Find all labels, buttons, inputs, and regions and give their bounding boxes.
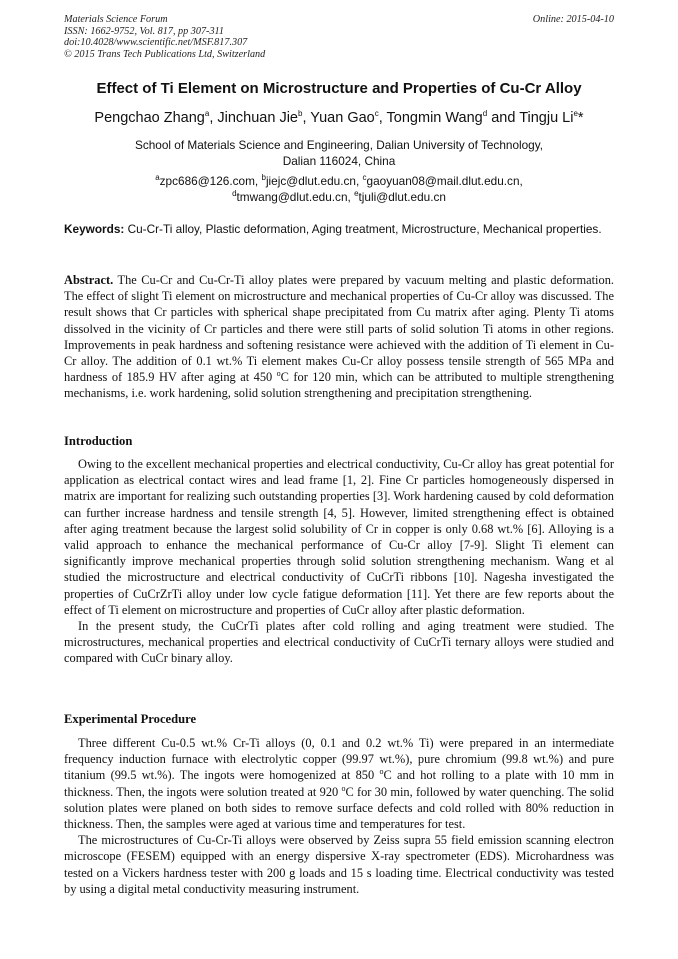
email-sup: a [155,173,160,183]
author-separator: , [378,110,387,126]
paragraph-text: C for 30 min, followed by water quenching. The solid solution plates were planed on both sides to remove surface defects and cold rolled with 80% reduction in thickness. Then, the samples were aged at various time and temperatures for test. [64,784,614,832]
author-name: Yuan Gao [310,110,375,126]
introduction-body [64,456,614,667]
author-sup: b [298,109,303,119]
author-separator: , [302,110,311,126]
email-list [0,173,678,205]
email-link[interactable]: zpc686@126.com, [159,174,262,188]
affiliation-line: School of Materials Science and Engineering, Dalian University of Technology, [134,138,544,152]
email-sup: e [354,189,359,199]
email-link[interactable]: tmwang@dlut.edu.cn, [236,190,355,204]
author-name: Pengchao Zhang [94,110,205,126]
experimental-heading: Experimental Procedure [64,712,197,726]
paragraph [64,735,614,832]
author-name: Jinchuan Jie [217,110,298,126]
paragraph-text: Three different Cu-0.5 wt.% Cr-Ti alloys (0, 0.1 and 0.2 wt.% Ti) were prepared in an intermediate frequency induction furnace with electrolytic copper (99.97 wt.%), pure chromium (99.8 wt.%) and pure titanium (99.5 wt.%). The ingots were homogenized at 850 [64,736,614,783]
abstract-text: The Cu-Cr and Cu-Cr-Ti alloy plates were prepared by vacuum melting and plastic deformation. The effect of slight Ti element on microstructure and mechanical properties of Cu-Cr alloy was discussed. The result shows that Cr particles with spherical shape precipitated from Cu matrix after aging. Plenty Ti atoms dissolved in the vicinity of Cr particles and there were still parts of solid solution Ti atoms in other regions. Improvements in peak hardness and softening resistance were achieved with the addition of Ti element in Cu-Cr alloy. The addition of 0.1 wt.% Ti element makes Cu-Cr alloy possess tensile strength of 565 MPa and hardness of 185.9 HV after aging at 450 [64,273,614,385]
degree-sup: o [379,767,384,777]
email-sup: b [261,173,266,183]
journal-name: Materials Science Forum [64,14,168,25]
email-line [0,173,678,189]
paragraph: The microstructures of Cu-Cr-Ti alloys were observed by Zeiss supra 55 field emission scanning electron microscope (FESEM) equipped with an energy dispersive X-ray spectrometer (EDS). Microhardness was tested on a Vickers hardness tester with 200 g loads and 15 s loading time. Electrical conductivity was tested by using a digital metal conductivity measuring instrument. [64,833,614,896]
doi-line: doi:10.4028/www.scientific.net/MSF.817.307 [64,37,248,48]
abstract [64,272,614,402]
author-separator: and [487,110,520,126]
author-sup: e [573,109,578,119]
affiliation [0,137,678,169]
introduction-heading: Introduction [64,434,133,448]
author-sup: d [482,109,488,119]
author-separator: * [577,110,584,126]
copyright-line: © 2015 Trans Tech Publications Ltd, Switzerland [64,48,266,60]
abstract-text-end: C for 120 min, which can be attributed to multiple strengthening mechanisms, i.e. work hardening, solid solution strengthening and precipitation strengthening. [64,370,614,401]
keywords [64,222,614,237]
author-sup: c [374,109,379,119]
keywords-label: Keywords: [64,222,125,236]
author-sup: a [204,109,210,119]
experimental-body [64,735,614,897]
author-name: Tingju Li [519,110,574,126]
journal-header [64,14,624,60]
author-separator: , [209,110,218,126]
paragraph: Owing to the excellent mechanical properties and electrical conductivity, Cu-Cr alloy has great potential for application as electrical contact wires and lead frame [1, 2]. Fine Cr particles homogeneously dispersed in matrix are important for realizing such outstanding properties [3]. Work hardening caused by cold deformation can further increase hardness and tensile strength [4, 5]. However, limited strengthening effect is obtained after aging treatment because the largest solid solubility of Cr in copper is only 0.68 wt.% [6]. Alloying is a valid approach to enhance the mechanical performance of Cu-Cr alloy [7-9]. Slight Ti element can significantly improve mechanical properties through solid solution strengthening mechanism. Wang et al studied the microstructure and electrical conductivity of CuCrTi ribbons [10]. Nagesha investigated the properties of CuCrZrTi alloy under low cycle fatigue deformation [11]. Yet there are few reports about the effect of Ti element on microstructure and properties of CuCr alloy after plastic deformation. [64,457,614,617]
email-line [0,189,678,205]
affiliation-line: Dalian 116024, China [282,154,396,168]
degree-sup: o [341,783,346,793]
paragraph-text: C and hot rolling to a plate with 10 mm in thickness. Then, the ingots were solution treated at 920 [64,768,614,799]
email-sup: c [362,173,367,183]
author-name: Tongmin Wang [386,110,483,126]
author-list [0,110,678,126]
paper-title: Effect of Ti Element on Microstructure and Properties of Cu-Cr Alloy [96,80,582,97]
degree-sup: o [276,369,281,379]
paragraph: In the present study, the CuCrTi plates after cold rolling and aging treatment were studied. The microstructures, mechanical properties and electrical conductivity of CuCrTi ternary alloys were studied and compared with CuCr binary alloy. [64,619,614,666]
email-link[interactable]: jiejc@dlut.edu.cn, [265,174,363,188]
issn-line: ISSN: 1662-9752, Vol. 817, pp 307-311 [64,25,224,37]
email-link[interactable]: tjuli@dlut.edu.cn [358,190,446,204]
email-sup: d [232,189,237,199]
email-link[interactable]: gaoyuan08@mail.dlut.edu.cn, [366,174,523,188]
keywords-text: Cu-Cr-Ti alloy, Plastic deformation, Aging treatment, Microstructure, Mechanical properties. [124,222,602,236]
online-date: Online: 2015-04-10 [532,14,614,25]
abstract-label: Abstract. [64,273,114,287]
